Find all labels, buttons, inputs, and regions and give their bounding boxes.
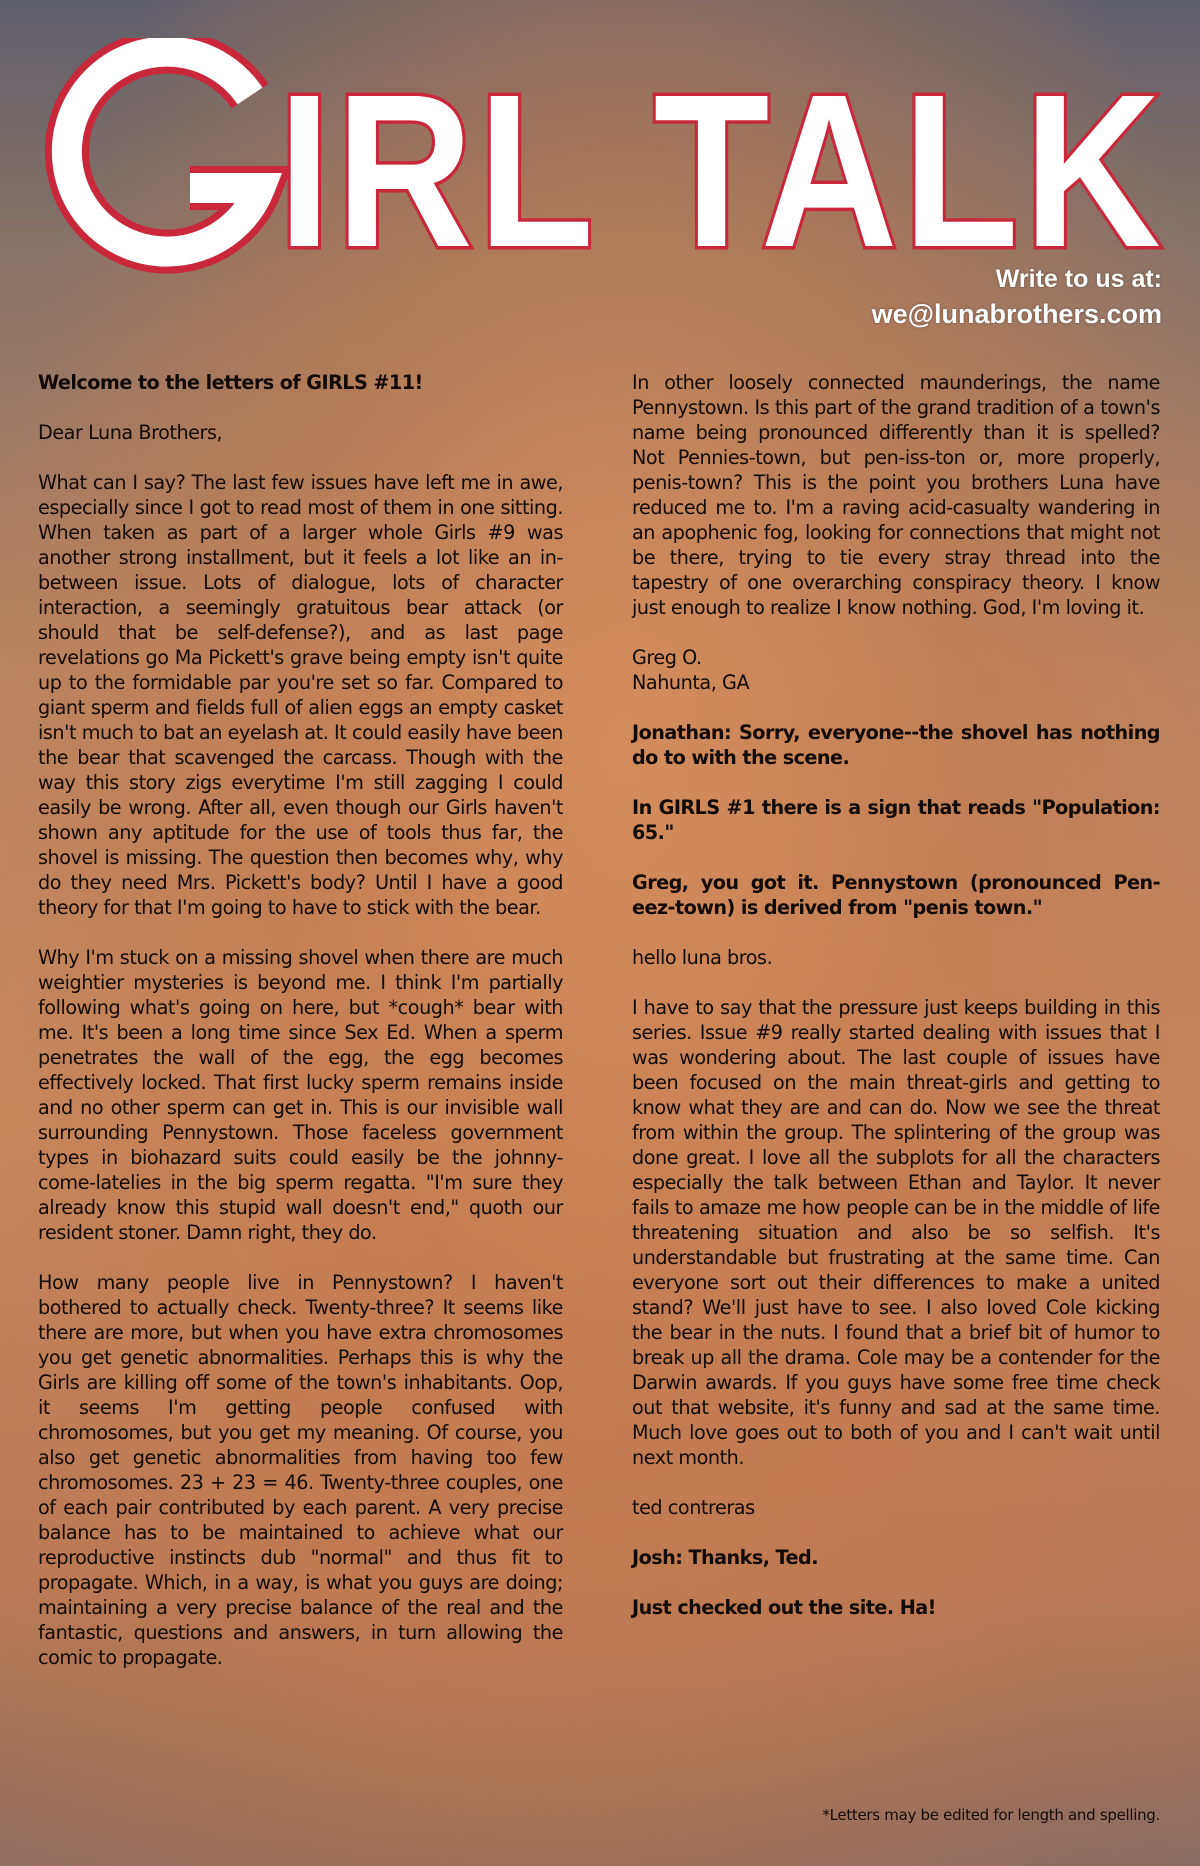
letter2-paragraph-1: I have to say that the pressure just keeps building in this series. Issue #9 really started dealing with issues that I was wondering about. The last couple of issues have been focused on the main threat-girls and getting to know what they are and can do. Now we see the threat from within the group. The splintering of the group was done great. I love all the subplots for all the characters especially the talk between Ethan and Taylor. It never fails to amaze me how people can be in the middle of life threatening situation and also be so selfish. It's understandable but frustrating at the same time. Can everyone sort out their differences to make a united stand? We'll just have to see. I also loved Cole kicking the bear in the nuts. I found that a brief bit of humor to break up all the drama. Cole may be a contender for the Darwin awards. If you guys have some free time check out that website, it's funny and sad at the same time. Much love goes out to both of you and I can't wait until next month. bbox=[632, 996, 1160, 1469]
letter1-signature-name: Greg O. bbox=[632, 646, 702, 669]
welcome-heading: Welcome to the letters of GIRLS #11! bbox=[38, 371, 423, 394]
letter1-reply-3: Greg, you got it. Pennystown (pronounced Pen-eez-town) is derived from "penis town." bbox=[632, 871, 1160, 919]
letter2-salutation: hello luna bros. bbox=[632, 946, 773, 969]
letter1-paragraph-2: Why I'm stuck on a missing shovel when there are much weightier mysteries is beyond me. I think I'm partially following what's going on here, but *cough* bear with me. It's been a long time since Sex Ed. When a sperm penetrates the wall of the egg, the egg becomes effectively locked. That first lucky sperm remains inside and no other sperm can get in. This is our invisible wall surrounding Pennystown. Those faceless government types in biohazard suits could easily be the johnny-come-latelies in the big sperm regatta. "I'm sure they already know this stupid wall doesn't end," quoth our resident stoner. Damn right, they do. bbox=[38, 946, 563, 1244]
letter1-reply-1: Jonathan: Sorry, everyone--the shovel has nothing do to with the scene. bbox=[632, 721, 1160, 769]
letter1-paragraph-4: In other loosely connected maunderings, the name Pennystown. Is this part of the grand tradition of a town's name being pronounced differently than it is spelled? Not Pennies-town, but pen-iss-ton or, more properly, penis-town? This is the point you brothers Luna have reduced me to. I'm a raving acid-casualty wandering in an apophenic fog, looking for connections that might not be there, trying to tie every stray thread into the tapestry of one overarching conspiracy theory. I know just enough to realize I know nothing. God, I'm loving it. bbox=[632, 371, 1160, 619]
contact-email[interactable]: we@lunabrothers.com bbox=[871, 299, 1162, 329]
contact-block bbox=[872, 262, 1162, 332]
right-column bbox=[632, 370, 1160, 1645]
letter2-reply-2: Just checked out the site. Ha! bbox=[632, 1596, 936, 1619]
letter1-paragraph-1: What can I say? The last few issues have left me in awe, especially since I got to read most of them in one sitting. When taken as part of a larger whole Girls #9 was another strong installment, but it feels a lot like an in-between issue. Lots of dialogue, lots of character interaction, a seemingly gratuitous bear attack (or should that be self-defense?), and as last page revelations go Ma Pickett's grave being empty isn't quite up to the formidable par you're set so far. Compared to giant sperm and fields full of alien eggs an empty casket isn't much to bat an eyelash at. It could easily have been the bear that scavenged the carcass. Though with the way this story zigs everytime I'm still zagging I could easily be wrong. After all, even though our Girls haven't shown any aptitude for the use of tools thus far, the shovel is missing. The question then becomes why, why do they need Mrs. Pickett's body? Until I have a good theory for that I'm going to have to stick with the bear. bbox=[38, 471, 563, 919]
masthead-logo bbox=[28, 38, 1178, 288]
write-to-label: Write to us at: bbox=[995, 265, 1162, 293]
letter1-salutation: Dear Luna Brothers, bbox=[38, 421, 223, 444]
letter2-reply-1: Josh: Thanks, Ted. bbox=[632, 1546, 818, 1569]
left-column bbox=[38, 370, 563, 1695]
letter1-signature bbox=[632, 645, 1160, 695]
letter1-paragraph-3: How many people live in Pennystown? I haven't bothered to actually check. Twenty-three? It seems like there are more, but when you have extra chromosomes you get genetic abnormalities. Perhaps this is why the Girls are killing off some of the town's inhabitants. Oop, it seems I'm getting people confused with chromosomes, but you get my meaning. Of course, you also get genetic abnormalities from having too few chromosomes. 23 + 23 = 46. Twenty-three couples, one of each pair contributed by each parent. A very precise balance has to be maintained to achieve what our reproductive instincts dub "normal" and thus fit to propagate. Which, in a way, is what you guys are doing; maintaining a very precise balance of the real and the fantastic, questions and answers, in turn allowing the comic to propagate. bbox=[38, 1271, 563, 1669]
letter2-signature: ted contreras bbox=[632, 1496, 755, 1519]
masthead-title: IRL TALK bbox=[278, 50, 1166, 288]
editing-footnote: *Letters may be edited for length and spelling. bbox=[822, 1806, 1160, 1824]
letter1-signature-location: Nahunta, GA bbox=[632, 671, 750, 694]
letter1-reply-2: In GIRLS #1 there is a sign that reads "Population: 65." bbox=[632, 796, 1160, 844]
title-g-ring bbox=[67, 52, 260, 252]
